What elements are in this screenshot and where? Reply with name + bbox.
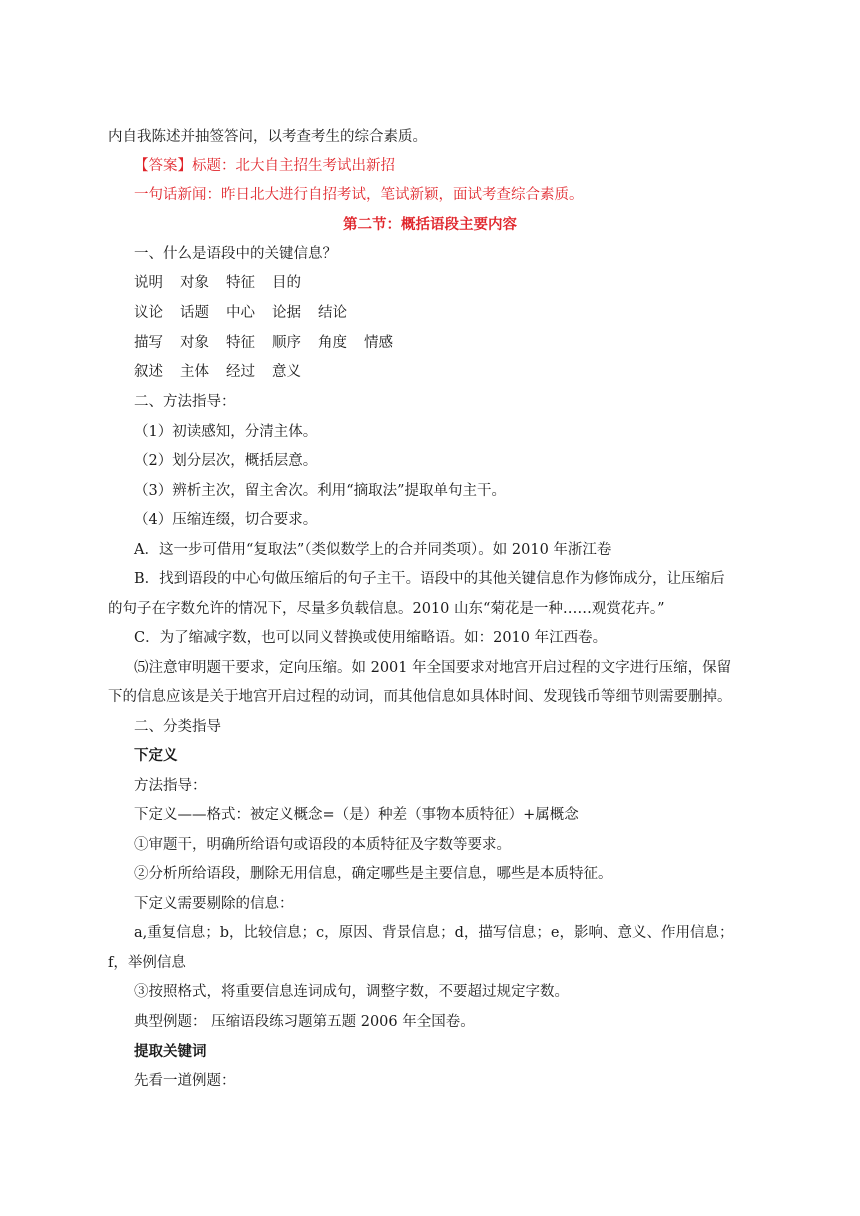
keyword: 对象 — [180, 275, 209, 291]
subheading-define: 下定义 — [134, 747, 178, 764]
method-step: （3）辨析主次，留主舍次。利用“摘取法”提取单句主干。 — [134, 483, 507, 499]
keyword: 结论 — [318, 305, 347, 321]
remove-label: 下定义需要剔除的信息： — [134, 896, 294, 912]
keyword: 特征 — [226, 275, 255, 291]
question-heading: 一、什么是语段中的关键信息？ — [134, 246, 337, 262]
method-substep: B．找到语段的中心句做压缩后的句子主干。语段中的其他关键信息作为修饰成分，让压缩后 — [134, 571, 725, 587]
keyword-row-argue — [134, 303, 784, 323]
method-step: （4）压缩连缀，切合要求。 — [134, 512, 318, 528]
keyword: 情感 — [364, 335, 393, 351]
keyword-row-narrate — [134, 362, 784, 382]
keyword: 角度 — [318, 335, 347, 351]
keyword: 对象 — [180, 335, 209, 351]
keyword: 论据 — [272, 305, 301, 321]
keyword-row-explain — [134, 273, 784, 293]
keyword: 顺序 — [272, 335, 301, 351]
method-substep: A．这一步可借用“复取法”（类似数学上的合并同类项）。如 2010 年浙江卷 — [134, 542, 612, 558]
text-line: 内自我陈述并抽签答问，以考查考生的综合素质。 — [108, 129, 427, 145]
keyword: 说明 — [134, 275, 163, 291]
keyword: 议论 — [134, 305, 163, 321]
keyword: 主体 — [180, 364, 209, 380]
method-step: （1）初读感知，分清主体。 — [134, 424, 318, 440]
answer-news-line: 一句话新闻：昨日北大进行自招考试，笔试新颖，面试考查综合素质。 — [134, 187, 584, 203]
define-step: ③按照格式，将重要信息连词成句，调整字数，不要超过规定字数。 — [134, 984, 569, 1000]
define-format: 下定义——格式：被定义概念=（是）种差（事物本质特征）+属概念 — [134, 807, 579, 823]
keyword: 中心 — [226, 305, 255, 321]
define-step: ①审题干，明确所给语句或语段的本质特征及字数等要求。 — [134, 837, 511, 853]
question-heading: 二、分类指导 — [134, 719, 221, 735]
define-step: ②分析所给语段，删除无用信息，确定哪些是主要信息，哪些是本质特征。 — [134, 866, 613, 882]
remove-list-cont: f，举例信息 — [108, 955, 186, 971]
example-line: 典型例题： 压缩语段练习题第五题 2006 年全国卷。 — [134, 1014, 475, 1030]
keyword: 叙述 — [134, 364, 163, 380]
method-step: ⑸注意审明题干要求，定向压缩。如 2001 年全国要求对地宫开启过程的文字进行压缩，保留 — [134, 660, 732, 676]
section-title: 第二节：概括语段主要内容 — [343, 216, 517, 233]
subheading-keyword: 提取关键词 — [134, 1043, 207, 1060]
answer-title-line: 【答案】标题：北大自主招生考试出新招 — [134, 158, 395, 174]
keyword: 意义 — [272, 364, 301, 380]
method-label: 方法指导： — [134, 778, 207, 794]
method-step: （2）划分层次，概括层意。 — [134, 453, 318, 469]
keyword: 话题 — [180, 305, 209, 321]
method-step-cont: 下的信息应该是关于地宫开启过程的动词，而其他信息如具体时间、发现钱币等细节则需要删掉。 — [108, 689, 732, 705]
remove-list: a,重复信息；b，比较信息；c，原因、背景信息；d，描写信息；e，影响、意义、作用信息； — [134, 925, 734, 941]
method-substep-cont: 的句子在字数允许的情况下，尽量多负载信息。2010 山东“菊花是一种……观赏花卉。” — [108, 601, 665, 617]
keyword: 经过 — [226, 364, 255, 380]
example-intro: 先看一道例题： — [134, 1073, 236, 1089]
keyword-row-describe — [134, 333, 784, 353]
keyword: 描写 — [134, 335, 163, 351]
keyword: 目的 — [272, 275, 301, 291]
keyword: 特征 — [226, 335, 255, 351]
method-substep: C．为了缩减字数，也可以同义替换或使用缩略语。如：2010 年江西卷。 — [134, 630, 608, 646]
question-heading: 二、方法指导： — [134, 394, 236, 410]
